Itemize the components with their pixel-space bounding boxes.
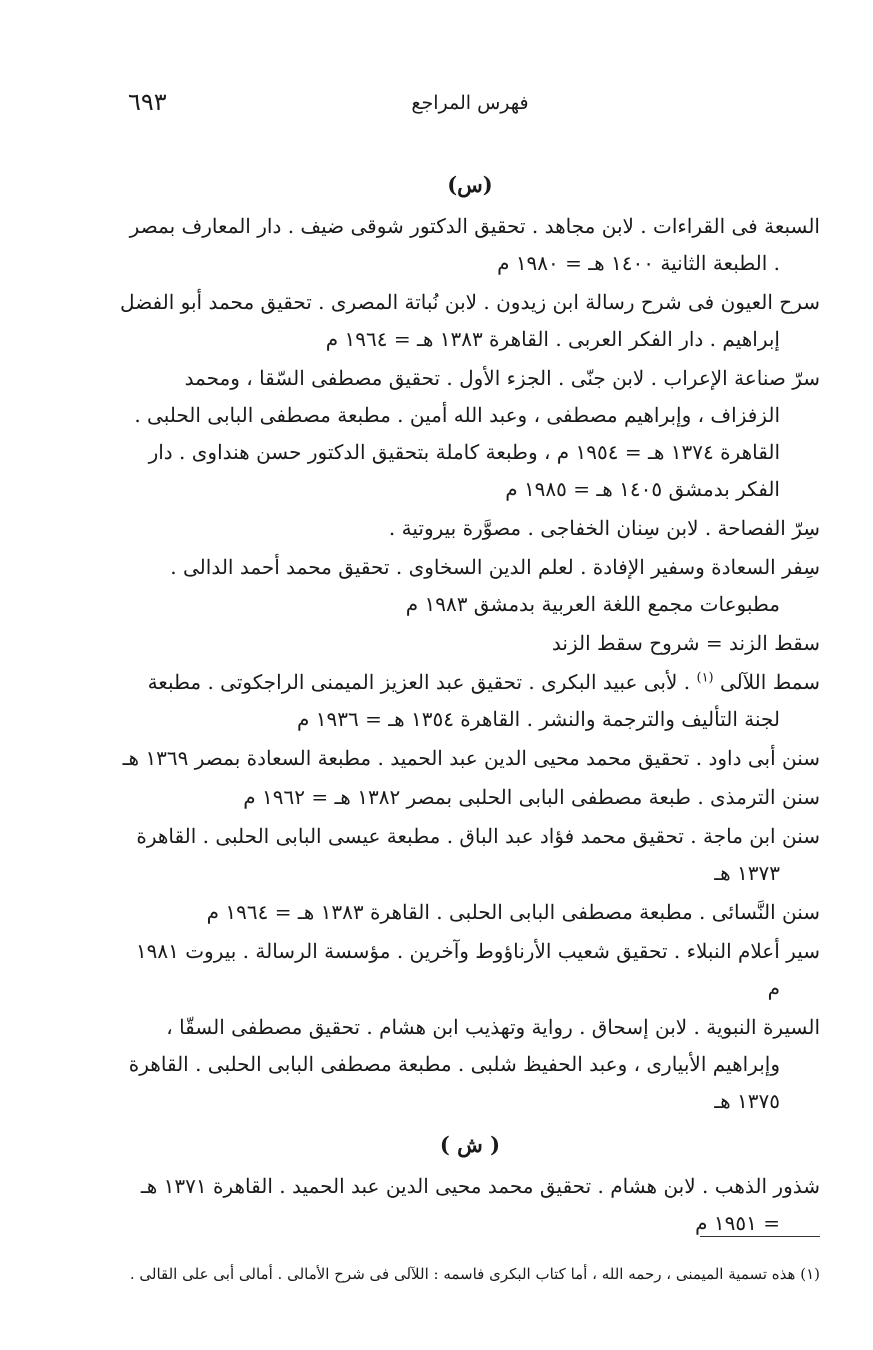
running-title: فهرس المراجع <box>411 92 529 114</box>
bibliography-entry: سرح العيون فى شرح رسالة ابن زيدون . لابن نُباتة المصرى . تحقيق محمد أبو الفضل إبراهيم . دار الفكر العربى . القاهرة ١٣٨٣ هـ = ١٩٦٤ م <box>120 290 820 351</box>
bibliography-entry: سِفر السعادة وسفير الإفادة . لعلم الدين السخاوى . تحقيق محمد أحمد الدالى . مطبوعات مجمع اللغة العربية بدمشق ١٩٨٣ م <box>170 555 820 616</box>
section-heading-sin: (س) <box>447 172 493 197</box>
bibliography-entry: سقط الزند = شروح سقط الزند <box>551 631 820 655</box>
bibliography-entry-simt <box>120 664 820 738</box>
section-heading-shin: ( ش ) <box>439 1132 501 1157</box>
bibliography-entry: سرّ صناعة الإعراب . لابن جنّى . الجزء الأول . تحقيق مصطفى السّقا ، ومحمد الزفزاف ، وإبراهيم مصطفى ، وعبد الله أمين . مطبعة مصطفى البابى الحلبى . القاهرة ١٣٧٤ هـ = ١٩٥٤ م ، وطبعة كاملة بتحقيق الدكتور حسن هنداوى . دار الفكر بدمشق ١٤٠٥ هـ = ١٩٨٥ م <box>134 366 820 501</box>
bibliography-entry: السبعة فى القراءات . لابن مجاهد . تحقيق الدكتور شوقى ضيف . دار المعارف بمصر . الطبعة الثانية ١٤٠٠ هـ = ١٩٨٠ م <box>129 214 820 275</box>
bibliography-entry: السيرة النبوية . لابن إسحاق . رواية وتهذيب ابن هشام . تحقيق مصطفى السقّا ، وإبراهيم الأبيارى ، وعبد الحفيظ شلبى . مطبعة مصطفى البابى الحلبى . القاهرة ١٣٧٥ هـ <box>128 1015 820 1113</box>
bibliography-entry: شذور الذهب . لابن هشام . تحقيق محمد محيى الدين عبد الحميد . القاهرة ١٣٧١ هـ = ١٩٥١ م <box>140 1174 820 1235</box>
page-header <box>120 88 820 118</box>
entry-title: سمط اللآلى <box>719 670 820 694</box>
bibliography-body <box>120 168 820 1244</box>
footnote: (١) هذه تسمية الميمنى ، رحمه الله ، أما كتاب البكرى فاسمه : اللآلى فى شرح الأمالى . أمالى أبى على القالى . <box>129 1265 820 1283</box>
footnote-marker: (١) <box>696 670 714 686</box>
bibliography-entry: سير أعلام النبلاء . تحقيق شعيب الأرناؤوط وآخرين . مؤسسة الرسالة . بيروت ١٩٨١ م <box>135 939 820 1000</box>
page-number: ٦٩٣ <box>128 88 167 116</box>
bibliography-entry: سنن النَّسائى . مطبعة مصطفى البابى الحلبى . القاهرة ١٣٨٣ هـ = ١٩٦٤ م <box>206 900 820 924</box>
bibliography-entry: سنن ابن ماجة . تحقيق محمد فؤاد عبد الباق . مطبعة عيسى البابى الحلبى . القاهرة ١٣٧٣ هـ <box>136 824 820 885</box>
bibliography-entry: سِرّ الفصاحة . لابن سِنان الخفاجى . مصوَّرة بيروتية . <box>388 516 820 540</box>
bibliography-entry: سنن أبى داود . تحقيق محمد محيى الدين عبد الحميد . مطبعة السعادة بمصر ١٣٦٩ هـ <box>122 746 820 770</box>
footnote-divider <box>700 1236 820 1237</box>
entry-details: . لأبى عبيد البكرى . تحقيق عبد العزيز الميمنى الراجكوتى . مطبعة لجنة التأليف والترجمة والنشر . القاهرة ١٣٥٤ هـ = ١٩٣٦ م <box>147 670 780 731</box>
bibliography-entry: سنن الترمذى . طبعة مصطفى البابى الحلبى بمصر ١٣٨٢ هـ = ١٩٦٢ م <box>243 785 820 809</box>
